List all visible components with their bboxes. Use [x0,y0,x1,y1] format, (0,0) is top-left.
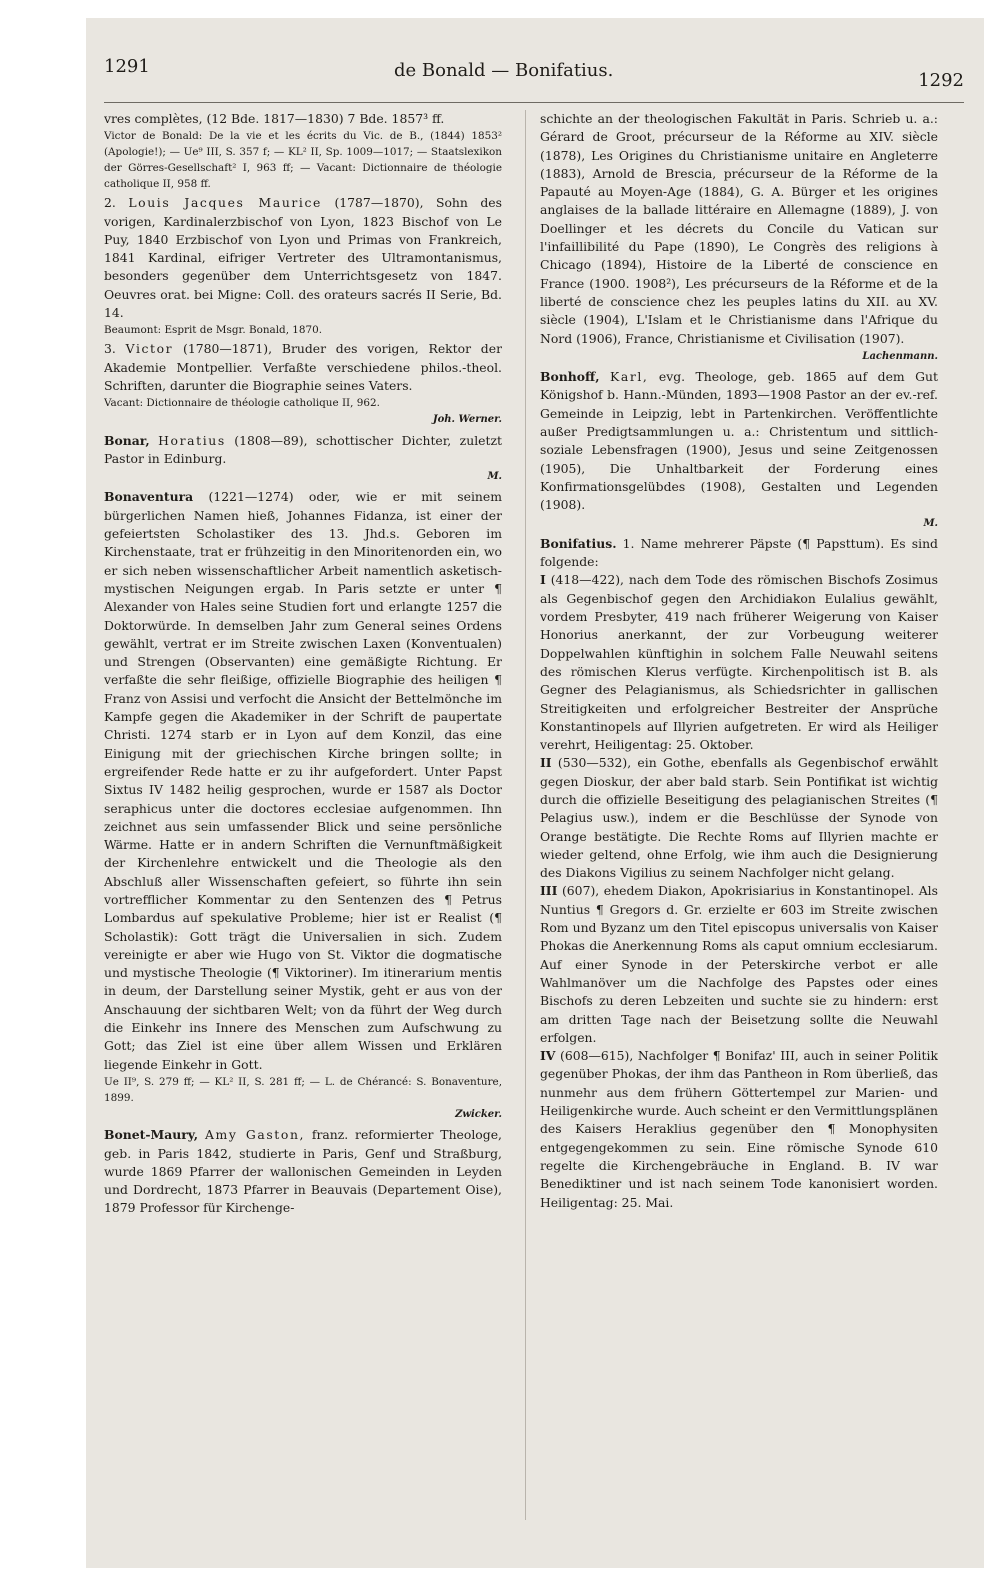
entry-bonet-maury [104,1126,502,1217]
pope-bonifatius-ii [540,754,938,882]
author-signature: M. [923,517,938,529]
right-column [540,110,938,1530]
entry-number: 2. [104,195,116,211]
headword: Bonhoff, [540,369,600,385]
page-header [104,56,964,96]
entry-text: (1221—1274) oder, wie er mit seinem bürgerlichen Namen hieß, Johannes Fidanza, ist einer der gefeiertsten Scholastiker des 13. Jhd.s. Geboren im Kirchenstaate, trat er frühzeitig in den Minoritenorden ein, wo er sich neben wissenschaftlicher Arbeit namentlich asketisch-mystischen Neigungen ergab. In Paris setzte er unter ¶ Alexander von Hales seine Studien fort und erlangte 1257 die Doktorwürde. In demselben Jahr zum General seines Ordens gewählt, vertrat er im Streite zwischen Laxen (Konventualen) und Strengen (Observanten) eine gemäßigte Richtung. Er verfaßte die sehr fleißige, offizielle Biographie des heiligen ¶ Franz von Assisi und verfocht die Ansicht der Bettelmönche im Kampfe gegen die Akademiker in der Schrift de paupertate Christi. 1274 starb er in Lyon auf dem Konzil, das eine Einigung mit der griechischen Kirche bringen sollte; in ergreifender Rede hatte er zu ihr aufgefordert. Unter Papst Sixtus IV 1482 heilig gesprochen, wurde er 1587 als Doctor seraphicus unter die doctores ecclesiae aufgenommen. Ihn zeichnet aus sein umfassender Blick und seine persönliche Wärme. Hatte er in andern Schriften die Vernunftmäßigkeit der Kirchenlehre entwickelt und die Theologie als den Abschluß aller Wissenschaften gefeiert, so führte ihn sein vortrefflicher Kommentar zu den Sentenzen des ¶ Petrus Lombardus auf spekulative Probleme; hier ist er Realist (¶ Scholastik): Gott trägt die Universalien in sich. Zudem vereinigte er aber wie Hugo von St. Viktor die dogmatische und mystische Theologie (¶ Viktoriner). Im itinerarium mentis in deum, der Darstellung seiner Mystik, geht er aus von der Anschauung der sichtbaren Welt; von da führt der Weg durch die Einkehr ins Innere des Menschen zum Aufschwung zu Gott; das Ziel ist eine über allem Wissen und Erklären liegende Einkehr in Gott. [104,489,502,1072]
entry-bonifatius [540,535,938,572]
pope-bonifatius-i [540,571,938,754]
entry-text: franz. reformierter Theologe, geb. in Paris 1842, studierte in Paris, Genf und Straßburg, wurde 1869 Pfarrer der wallonischen Gemeinden in Leyden und Dordrecht, 1873 Pfarrer in Beauvais (Departement Oise), 1879 Professor für Kirchenge- [104,1127,502,1216]
scanned-page [86,18,984,1568]
running-title: de Bonald — Bonifatius. [394,60,614,81]
entry-text: (530—532), ein Gothe, ebenfalls als Gegenbischof erwählt gegen Dioskur, der aber bald starb. Sein Pontifikat ist wichtig durch die offizielle Beseitigung des pelagianischen Streites (¶ Pelagius usw.), indem er die Beschlüsse der Synode von Orange bestätigte. Die Rechte Roms auf Illyrien machte er wieder geltend, ohne Erfolg, wie ihm auch die Designierung des Diakons Vigilius zu seinem Nachfolger nicht gelang. [540,755,938,881]
entry-text: (608—615), Nachfolger ¶ Bonifaz' III, auch in seiner Politik gegenüber Phokas, der ihm das Pantheon in Rom überließ, das nunmehr aus dem frühern Göttertempel zur Marien- und Heiligenkirche wurde. Auch scheint er den Vermittlungsplänen des Kaisers Heraklius gegenüber den ¶ Monophysiten entgegengekommen zu sein. Eine römische Synode 610 regelte die Kirchengebräuche in England. B. IV war Benediktiner und ist nach seinem Tode kanonisiert worden. Heiligentag: 25. Mai. [540,1048,938,1210]
entry-text: (607), ehedem Diakon, Apokrisiarius in Konstantinopel. Als Nuntius ¶ Gregors d. Gr. erzielte er 603 im Streite zwischen Rom und Byzanz um den Titel episcopus universalis von Kaiser Phokas die Anerkennung Roms als caput omnium ecclesiarum. Auf einer Synode in der Peterskirche verbot er alle Wahlmanöver um die Nachfolge des Papstes oder eines Bischofs zu deren Lebzeiten und suchte sie zu hindern: erst am dritten Tage nach der Beisetzung sollte die Neuwahl erfolgen. [540,883,938,1045]
entry-bonar [104,432,502,469]
entry-louis-jacques-maurice [104,194,502,322]
column-divider [525,110,526,1520]
roman-numeral: I [540,572,546,588]
bibliography-note: Victor de Bonald: De la vie et les écrits du Vic. de B., (1844) 1853² (Apologie!); — Ue⁹ III, S. 357 f; — KL² II, Sp. 1009—1017; — Staatslexikon der Görres-Gesellschaft² I, 963 ff; — Vacant: Dictionnaire de théologie catholique II, 958 ff. [104,130,502,191]
header-rule [104,102,964,103]
headword: Bonaventura [104,489,194,505]
pope-bonifatius-iv [540,1047,938,1212]
entry-name: Victor [125,341,174,357]
entry-text: (1787—1870), Sohn des vorigen, Kardinalerzbischof von Lyon, 1823 Bischof von Le Puy, 1840 Erzbischof von Lyon und Primas von Frankreich, 1841 Kardinal, eifriger Vertreter des Ultramontanismus, besonders gegenüber dem Unterrichtsgesetz von 1847. Oeuvres orat. bei Migne: Coll. des orateurs sacrés II Serie, Bd. 14. [104,195,502,321]
left-column [104,110,502,1530]
entry-bonhoff [540,368,938,514]
roman-numeral: IV [540,1048,556,1064]
entry-name: Louis Jacques Maurice [128,195,322,211]
entry-text: (1808—89), schottischer Dichter, zuletzt Pastor in Edinburg. [104,432,502,466]
bibliography-note: Ue II⁹, S. 279 ff; — KL² II, S. 281 ff; — L. de Chérancé: S. Bonaventure, 1899. [104,1075,502,1104]
headword: Bonet-Maury, [104,1127,199,1143]
bibliography-note: Vacant: Dictionnaire de théologie catholique II, 962. [104,397,380,410]
given-name: Amy Gaston, [204,1127,306,1143]
continued-text: vres complètes, (12 Bde. 1817—1830) 7 Bde. 1857³ ff. [104,111,445,126]
continued-text: schichte an der theologischen Fakultät in Paris. Schrieb u. a.: Gérard de Groot, précurseur de la Réforme au XIV. siècle (1878), Les Origines du Christianisme unitaire en Angleterre (1883), Arnold de Brescia, précurseur de la Réforme de la Papauté au Moyen-Age (1884), G. A. Bürger et les origines anglaises de la ballade littéraire en Allemagne (1889), J. von Doellinger et les décrets du Concile du Vatican sur l'infaillibilité du Pape (1890), Le Congrès des religions à Chicago (1894), Histoire de la Liberté de conscience en France (1900. 1908²), Les précurseurs de la Réforme et de la liberté de conscience chez les peuples latins du XII. au XV. siècle (1904), L'Islam et le Christianisme dans l'Afrique du Nord (1906), France, Christianisme et Civilisation (1907). [540,111,938,346]
roman-numeral: II [540,755,552,771]
author-signature: Joh. Werner. [432,414,502,426]
pope-bonifatius-iii [540,882,938,1047]
roman-numeral: III [540,883,558,899]
entry-text: evg. Theologe, geb. 1865 auf dem Gut Königshof b. Hann.-Münden, 1893—1908 Pastor an der ev.-ref. Gemeinde in Leipzig, lebt in Partenkirchen. Veröffentlichte außer Predigtsammlungen u. a.: Christentum und sittlich-soziale Lebensfragen (1900), Jesus und seine Zeitgenossen (1905), Die Unhaltbarkeit der Forderung eines Konfirmationsgelübdes (1908), Gestalten und Legenden (1908). [540,369,938,513]
entry-bonaventura [104,488,502,1074]
given-name: Karl, [609,369,649,385]
author-signature: M. [487,471,502,483]
entry-victor [104,340,502,395]
given-name: Horatius [158,432,226,448]
page-number-right: 1292 [918,70,964,91]
entry-text: 1. Name mehrerer Päpste (¶ Papsttum). Es sind folgende: [540,535,938,570]
entry-text: (1780—1871), Bruder des vorigen, Rektor der Akademie Montpellier. Verfaßte verschiedene philos.-theol. Schriften, darunter die Biographie seines Vaters. [104,341,502,393]
headword: Bonar, [104,432,150,448]
entry-number: 3. [104,341,116,357]
author-signature: Lachenmann. [862,350,938,362]
author-signature: Zwicker. [455,1108,502,1120]
entry-text: (418—422), nach dem Tode des römischen Bischofs Zosimus als Gegenbischof gegen den Archidiakon Eulalius gewählt, vordem Presbyter, 419 nach früherer Weigerung von Kaiser Honorius anerkannt, der zur Vorbeugung weiterer Doppelwahlen künftighin in solchem Falle Neuwahl seitens des römischen Klerus verfügte. Kirchenpolitisch ist B. als Gegner des Pelagianismus, als Schiedsrichter in gallischen Streitigkeiten und erfolgreicher Bestreiter der Ansprüche Konstantinopels auf Illyrien aufgetreten. Er wird als Heiliger verehrt, Heiligentag: 25. Oktober. [540,572,938,753]
headword: Bonifatius. [540,535,617,551]
page-number-left: 1291 [104,56,150,77]
bibliography-note: Beaumont: Esprit de Msgr. Bonald, 1870. [104,324,323,337]
